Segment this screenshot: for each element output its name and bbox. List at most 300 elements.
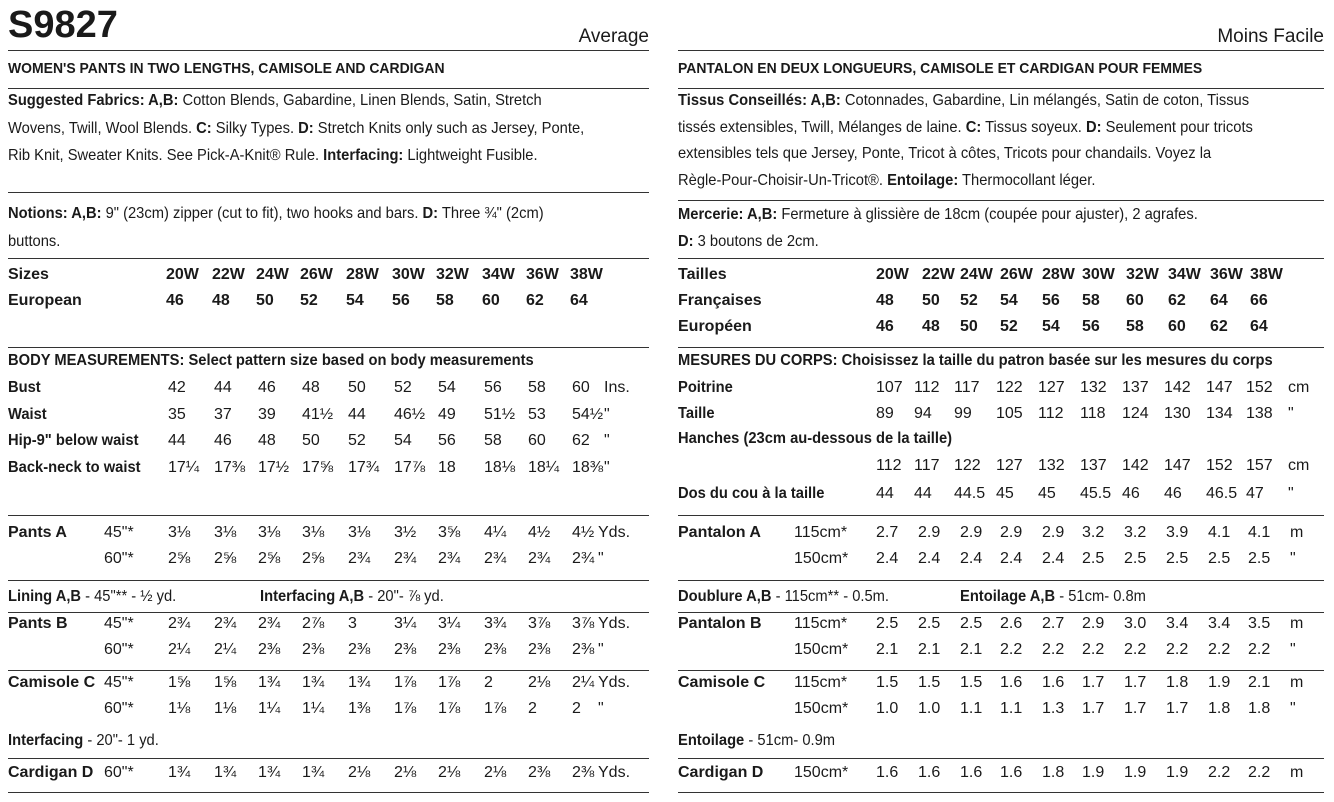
value-cell: 94 xyxy=(914,405,932,422)
value-cell: 3.4 xyxy=(1208,615,1231,632)
value-cell: 2⅛ xyxy=(438,764,461,781)
value-cell: 112 xyxy=(914,379,940,396)
value-cell: 3⅛ xyxy=(214,524,237,541)
fabrics-line xyxy=(8,120,649,146)
value-cell: 2⅜ xyxy=(528,764,551,781)
bold-label: D: xyxy=(422,205,439,222)
value-cell: 1.8 xyxy=(1248,700,1271,717)
body-row xyxy=(8,459,649,485)
divider xyxy=(678,580,1324,581)
value-cell: 1.7 xyxy=(1124,700,1147,717)
value-cell: 18⅛ xyxy=(484,458,516,476)
value-cell: 2.2 xyxy=(1248,764,1271,781)
row-label: Pants A xyxy=(8,524,67,541)
value-cell: 64 xyxy=(1210,292,1228,309)
text-run: Wovens, Twill, Wool Blends. xyxy=(8,119,197,137)
unit-label: Yds. xyxy=(598,674,631,691)
value-cell: 46 xyxy=(214,432,232,449)
yardage-row xyxy=(678,764,1324,790)
value-cell: 1.9 xyxy=(1208,674,1231,691)
bold-label: D: xyxy=(298,119,314,137)
text-run: - 115cm** - 0.5m. xyxy=(771,588,890,605)
text-run: 9" (23cm) zipper (cut to fit), two hooks and bars. xyxy=(101,205,423,222)
value-cell: 4.1 xyxy=(1248,524,1271,541)
body-row xyxy=(678,405,1324,431)
row-label: Tailles xyxy=(678,266,727,283)
value-cell: 2.5 xyxy=(1124,550,1147,567)
fabric-width: 115cm* xyxy=(794,674,848,691)
value-cell: 52 xyxy=(394,379,412,396)
value-cell: 22W xyxy=(212,266,245,283)
value-cell: 118 xyxy=(1080,405,1106,422)
text-run: - 45"** - ½ yd. xyxy=(81,588,177,605)
value-cell: 52 xyxy=(348,432,366,449)
value-cell: 60 xyxy=(482,292,500,309)
value-cell: 1.9 xyxy=(1166,764,1189,781)
value-cell: 2⅝ xyxy=(302,550,325,567)
value-cell: 3⅛ xyxy=(168,524,191,541)
unit-label: " xyxy=(598,641,604,658)
text-run: - 51cm- 0.9m xyxy=(744,732,836,749)
value-cell: 49 xyxy=(438,405,456,423)
unit-label: " xyxy=(604,405,610,423)
value-cell: 2 xyxy=(528,700,537,717)
value-cell: 62 xyxy=(572,432,590,449)
value-cell: 142 xyxy=(1164,379,1191,396)
value-cell: 1¾ xyxy=(168,764,191,781)
notions-line xyxy=(678,233,1324,259)
value-cell: 124 xyxy=(1122,405,1149,422)
value-cell: 38W xyxy=(1250,266,1283,283)
value-cell: 147 xyxy=(1164,457,1191,474)
fabrics-line-text xyxy=(678,145,1211,163)
row-label: Cardigan D xyxy=(8,764,94,781)
row-label: Camisole C xyxy=(678,674,766,691)
value-cell: 2.5 xyxy=(1166,550,1189,567)
yardage-row xyxy=(678,641,1324,667)
value-cell: 2.5 xyxy=(1208,550,1231,567)
value-cell: 62 xyxy=(526,292,544,309)
value-cell: 122 xyxy=(996,379,1023,396)
value-cell: 2¾ xyxy=(214,615,237,632)
value-cell: 1.1 xyxy=(1000,700,1023,717)
value-cell: 52 xyxy=(300,292,318,309)
value-cell: 62 xyxy=(1210,318,1228,335)
value-cell: 1.6 xyxy=(1000,674,1023,691)
value-cell: 1.6 xyxy=(960,764,983,781)
value-cell: 1.8 xyxy=(1166,674,1189,691)
yardage-row xyxy=(8,615,649,641)
lining-text xyxy=(8,588,176,606)
value-cell: 56 xyxy=(1042,292,1060,309)
fabric-width: 60"* xyxy=(104,764,134,781)
value-cell: 3.4 xyxy=(1166,615,1189,632)
value-cell: 2.7 xyxy=(876,524,899,541)
value-cell: 2.5 xyxy=(876,615,899,632)
french-column xyxy=(678,0,1324,802)
value-cell: 45 xyxy=(996,485,1014,502)
yardage-row xyxy=(678,674,1324,700)
divider xyxy=(8,192,649,193)
value-cell: 48 xyxy=(212,292,230,309)
value-cell: 1.6 xyxy=(876,764,899,781)
text-run: Thermocollant léger. xyxy=(958,171,1096,189)
value-cell: 2⅛ xyxy=(394,764,417,781)
value-cell: 50 xyxy=(922,292,940,309)
value-cell: 26W xyxy=(1000,266,1033,283)
value-cell: 46 xyxy=(1122,485,1140,502)
unit-label: Yds. xyxy=(598,524,631,541)
value-cell: 2.2 xyxy=(1166,641,1189,658)
bold-label: D: xyxy=(678,233,694,250)
value-cell: 56 xyxy=(438,432,456,449)
row-label: Françaises xyxy=(678,292,762,309)
unit-label: " xyxy=(598,700,604,717)
value-cell: 45 xyxy=(1038,485,1056,502)
value-cell: 2.5 xyxy=(1248,550,1271,567)
body-row xyxy=(678,457,1324,483)
divider xyxy=(678,347,1324,348)
bold-label: D: xyxy=(1085,118,1102,136)
value-cell: 1.8 xyxy=(1208,700,1231,717)
value-cell: 134 xyxy=(1206,405,1233,422)
fabric-width: 45"* xyxy=(104,674,134,691)
size-row xyxy=(678,292,1324,318)
value-cell: 1.7 xyxy=(1166,700,1189,717)
value-cell: 147 xyxy=(1206,379,1233,396)
fabrics-line-text xyxy=(678,119,1253,137)
bold-label: Notions: A,B: xyxy=(8,205,102,222)
divider xyxy=(678,612,1324,613)
value-cell: 99 xyxy=(954,405,972,422)
value-cell: 2.1 xyxy=(960,641,983,658)
text-run: Three ¾" (2cm) xyxy=(438,205,544,222)
yardage-row xyxy=(8,764,649,790)
value-cell: 52 xyxy=(1000,318,1018,335)
row-label: Dos du cou à la taille xyxy=(678,485,825,502)
fabric-width: 60"* xyxy=(104,550,134,567)
text-run: buttons. xyxy=(8,232,61,250)
value-cell: 62 xyxy=(1168,292,1186,309)
value-cell: 2⅝ xyxy=(168,550,191,567)
value-cell: 18¼ xyxy=(528,458,560,476)
value-cell: 1⅞ xyxy=(484,700,507,717)
notions-line-text xyxy=(8,205,544,223)
divider xyxy=(678,258,1324,259)
value-cell: 50 xyxy=(348,379,366,396)
value-cell: 1.0 xyxy=(876,700,899,717)
value-cell: 2⅝ xyxy=(258,550,281,567)
value-cell: 3⅞ xyxy=(572,615,595,632)
bold-label: Entoilage xyxy=(678,732,745,749)
value-cell: 50 xyxy=(256,292,274,309)
fabric-width: 115cm* xyxy=(794,524,848,541)
notions-line-text xyxy=(8,233,60,251)
value-cell: 56 xyxy=(1082,318,1100,335)
value-cell: 2⅜ xyxy=(572,764,595,781)
value-cell: 37 xyxy=(214,405,232,423)
value-cell: 127 xyxy=(996,457,1023,474)
value-cell: 2.2 xyxy=(1208,641,1231,658)
lining-text xyxy=(678,588,889,606)
value-cell: 36W xyxy=(526,266,559,283)
value-cell: 2⅛ xyxy=(348,764,371,781)
value-cell: 60 xyxy=(1126,292,1144,309)
value-cell: 138 xyxy=(1246,405,1273,422)
value-cell: 3⅝ xyxy=(438,524,461,541)
divider xyxy=(8,670,649,671)
bold-label: C: xyxy=(965,118,982,136)
value-cell: 17½ xyxy=(258,458,290,476)
lining-interfacing-text xyxy=(260,588,444,606)
divider xyxy=(678,515,1324,516)
value-cell: 3¼ xyxy=(394,615,417,632)
value-cell: 60 xyxy=(528,432,546,449)
value-cell: 18 xyxy=(438,458,456,476)
value-cell: 1⅞ xyxy=(394,700,417,717)
value-cell: 44.5 xyxy=(954,485,986,502)
value-cell: 2.2 xyxy=(1042,641,1065,658)
value-cell: 50 xyxy=(960,318,978,335)
header-bar xyxy=(678,0,1324,51)
divider xyxy=(8,580,649,581)
value-cell: 54 xyxy=(394,432,412,449)
value-cell: 2⅜ xyxy=(394,641,417,658)
text-run: Lightweight Fusible. xyxy=(403,147,538,164)
row-label: Pantalon A xyxy=(678,524,761,541)
fabrics-line-text xyxy=(8,92,542,110)
row-label: Pants B xyxy=(8,615,68,632)
value-cell: 2¼ xyxy=(572,674,595,691)
interfacing-text xyxy=(678,732,835,750)
value-cell: 58 xyxy=(1082,292,1100,309)
text-run: Silky Types. xyxy=(211,119,299,137)
bold-label: Suggested Fabrics: A,B: xyxy=(8,92,179,109)
value-cell: 2.9 xyxy=(1000,524,1023,541)
value-cell: 58 xyxy=(484,432,502,449)
text-run: 3 boutons de 2cm. xyxy=(693,233,819,250)
value-cell: 1.6 xyxy=(1000,764,1023,781)
bold-label: Entoilage A,B xyxy=(960,588,1056,605)
value-cell: 24W xyxy=(256,266,289,283)
row-label: Pantalon B xyxy=(678,615,762,632)
unit-label: " xyxy=(1290,700,1296,717)
value-cell: 1¾ xyxy=(258,764,281,781)
difficulty-label: Moins Facile xyxy=(1217,26,1324,47)
bold-label: Interfacing A,B xyxy=(260,588,365,605)
value-cell: 2.1 xyxy=(918,641,941,658)
heading-text: BODY MEASUREMENTS: Select pattern size based on body measurements xyxy=(8,352,534,369)
text-run: Règle-Pour-Choisir-Un-Tricot®. xyxy=(678,171,888,189)
value-cell: 32W xyxy=(436,266,469,283)
fabric-width: 60"* xyxy=(104,641,134,658)
value-cell: 4¼ xyxy=(484,524,507,541)
divider xyxy=(8,612,649,613)
notions-line xyxy=(8,205,649,231)
value-cell: 2.1 xyxy=(876,641,899,658)
value-cell: 105 xyxy=(996,405,1023,422)
value-cell: 1⅝ xyxy=(214,674,237,691)
row-label: Taille xyxy=(678,405,715,422)
value-cell: 89 xyxy=(876,405,894,422)
value-cell: 107 xyxy=(876,379,903,396)
value-cell: 3 xyxy=(348,615,357,632)
text-run: Tissus soyeux. xyxy=(981,118,1086,136)
bold-label: Interfacing: xyxy=(323,147,404,164)
row-label: Back-neck to waist xyxy=(8,458,141,476)
row-label: Hanches (23cm au-dessous de la taille) xyxy=(678,430,953,447)
value-cell: 17⅜ xyxy=(214,458,246,476)
value-cell: 2¼ xyxy=(214,641,237,658)
bold-label: Interfacing xyxy=(8,732,84,749)
value-cell: 44 xyxy=(348,405,366,423)
value-cell: 2.9 xyxy=(1082,615,1105,632)
divider xyxy=(8,258,649,259)
value-cell: 1.0 xyxy=(918,700,941,717)
value-cell: 1.6 xyxy=(918,764,941,781)
value-cell: 2.2 xyxy=(1248,641,1271,658)
value-cell: 46 xyxy=(876,318,894,335)
value-cell: 60 xyxy=(1168,318,1186,335)
unit-label: " xyxy=(1290,550,1296,567)
row-label: Poitrine xyxy=(678,379,733,396)
value-cell: 17⅞ xyxy=(394,458,426,476)
value-cell: 2.2 xyxy=(1082,641,1105,658)
value-cell: 20W xyxy=(166,266,199,283)
yardage-row xyxy=(8,674,649,700)
value-cell: 3.9 xyxy=(1166,524,1189,541)
body-measurements-heading xyxy=(8,352,649,378)
fabric-width: 115cm* xyxy=(794,615,848,632)
fabric-width: 150cm* xyxy=(794,641,849,658)
value-cell: 52 xyxy=(960,292,978,309)
value-cell: 2.4 xyxy=(1042,550,1065,567)
text-run: Fermeture à glissière de 18cm (coupée pour ajuster), 2 agrafes. xyxy=(777,206,1198,223)
value-cell: 44 xyxy=(914,485,932,502)
row-label: Bust xyxy=(8,379,41,396)
divider xyxy=(8,347,649,348)
bold-label: C: xyxy=(196,119,212,137)
value-cell: 38W xyxy=(570,266,603,283)
body-row xyxy=(678,430,1324,456)
fabric-width: 45"* xyxy=(104,615,134,632)
value-cell: 2.9 xyxy=(918,524,941,541)
value-cell: 2.9 xyxy=(1042,524,1065,541)
row-label: Cardigan D xyxy=(678,764,764,781)
unit-label: m xyxy=(1290,524,1304,541)
value-cell: 17⅝ xyxy=(302,458,334,476)
value-cell: 130 xyxy=(1164,405,1191,422)
value-cell: 117 xyxy=(954,379,980,396)
divider xyxy=(8,758,649,759)
yardage-row xyxy=(8,550,649,576)
value-cell: 48 xyxy=(876,292,894,309)
value-cell: 44 xyxy=(168,432,186,449)
row-label: Waist xyxy=(8,405,47,423)
bold-label: Tissus Conseillés: A,B: xyxy=(678,92,841,109)
value-cell: 1¾ xyxy=(302,764,325,781)
value-cell: 60 xyxy=(572,379,590,396)
value-cell: 112 xyxy=(1038,405,1064,422)
value-cell: 56 xyxy=(392,292,410,309)
divider xyxy=(678,792,1324,793)
unit-label: m xyxy=(1290,764,1304,781)
value-cell: 2.5 xyxy=(918,615,941,632)
value-cell: 1⅞ xyxy=(438,674,461,691)
value-cell: 152 xyxy=(1246,379,1273,396)
value-cell: 3.2 xyxy=(1124,524,1147,541)
value-cell: 4½ xyxy=(572,524,595,541)
value-cell: 2⅜ xyxy=(258,641,281,658)
divider xyxy=(678,670,1324,671)
row-label: Européen xyxy=(678,318,752,335)
value-cell: 54½ xyxy=(572,405,604,423)
lining-line xyxy=(678,588,1324,614)
value-cell: 46.5 xyxy=(1206,485,1238,502)
value-cell: 54 xyxy=(346,292,364,309)
value-cell: 58 xyxy=(528,379,546,396)
value-cell: 28W xyxy=(1042,266,1075,283)
value-cell: 1⅞ xyxy=(394,674,417,691)
unit-label: " xyxy=(1288,485,1294,502)
value-cell: 132 xyxy=(1080,379,1107,396)
value-cell: 54 xyxy=(1000,292,1018,309)
value-cell: 64 xyxy=(1250,318,1268,335)
value-cell: 2⅜ xyxy=(572,641,595,658)
text-run: - 20"- 1 yd. xyxy=(83,732,159,749)
value-cell: 2¾ xyxy=(438,550,461,567)
value-cell: 132 xyxy=(1038,457,1065,474)
value-cell: 2⅜ xyxy=(528,641,551,658)
bold-label: Doublure A,B xyxy=(678,588,772,605)
bold-label: Lining A,B xyxy=(8,588,82,605)
fabric-width: 150cm* xyxy=(794,764,849,781)
heading-text: MESURES DU CORPS: Choisissez la taille du patron basée sur les mesures du corps xyxy=(678,352,1273,369)
fabric-width: 45"* xyxy=(104,524,134,541)
value-cell: 48 xyxy=(258,432,276,449)
pattern-number: S9827 xyxy=(8,4,118,46)
value-cell: 48 xyxy=(302,379,320,396)
body-row xyxy=(678,379,1324,405)
value-cell: 1⅛ xyxy=(168,700,191,717)
value-cell: 56 xyxy=(484,379,502,396)
fabrics-line-text xyxy=(678,92,1249,110)
value-cell: 2.5 xyxy=(1082,550,1105,567)
value-cell: 2⅝ xyxy=(214,550,237,567)
text-run: extensibles tels que Jersey, Ponte, Tricot à côtes, Tricots pour chandails. Voyez la xyxy=(678,145,1212,162)
value-cell: 2.4 xyxy=(918,550,941,567)
notions-line xyxy=(678,206,1324,232)
value-cell: 1.5 xyxy=(876,674,899,691)
value-cell: 1.9 xyxy=(1082,764,1105,781)
value-cell: 2¾ xyxy=(258,615,281,632)
body-row xyxy=(8,406,649,432)
value-cell: 1¾ xyxy=(214,764,237,781)
value-cell: 2.1 xyxy=(1248,674,1271,691)
unit-label: " xyxy=(604,432,610,449)
value-cell: 2¾ xyxy=(572,550,595,567)
yardage-row xyxy=(678,615,1324,641)
fabric-width: 60"* xyxy=(104,700,134,717)
value-cell: 28W xyxy=(346,266,379,283)
value-cell: 1.9 xyxy=(1124,764,1147,781)
value-cell: 2 xyxy=(572,700,581,717)
value-cell: 2⅜ xyxy=(484,641,507,658)
row-label: Hip-9" below waist xyxy=(8,432,139,449)
value-cell: 2¼ xyxy=(168,641,191,658)
value-cell: 3.2 xyxy=(1082,524,1105,541)
value-cell: 2⅛ xyxy=(528,674,551,691)
